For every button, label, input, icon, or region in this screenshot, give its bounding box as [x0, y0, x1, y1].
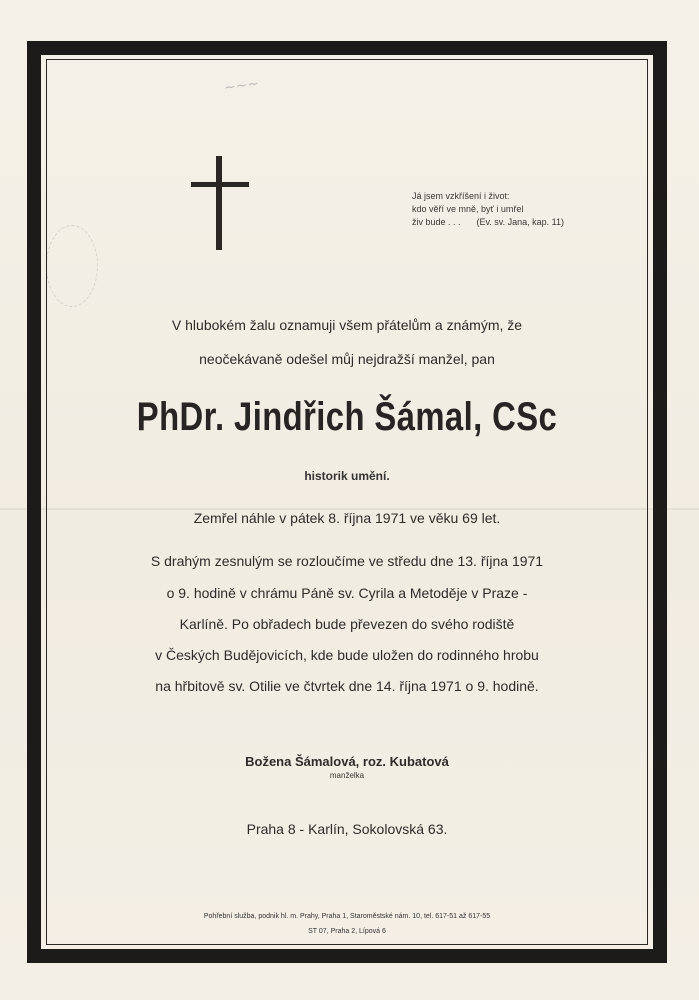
signature-relation: manželka: [329, 771, 365, 780]
family-address: Praha 8 - Karlín, Sokolovská 63.: [246, 821, 448, 837]
intro-line: V hlubokém žalu oznamuji všem přátelům a známým, že: [171, 317, 523, 333]
deceased-name: PhDr. Jindřich Šámal, CSc: [136, 395, 558, 439]
cross-icon: [191, 156, 249, 250]
ceremony-line: S drahým zesnulým se rozloučíme ve středu dne 13. října 1971: [150, 553, 544, 569]
ceremony-line: na hřbitově sv. Otilie ve čtvrtek dne 14. října 1971 o 9. hodině.: [155, 678, 539, 694]
bible-verse: [412, 190, 642, 229]
ceremony-line: Karlíně. Po obřadech bude převezen do svého rodiště: [179, 616, 515, 632]
death-notice: Zemřel náhle v pátek 8. října 1971 ve věku 69 let.: [193, 510, 501, 526]
verse-reference: (Ev. sv. Jana, kap. 11): [476, 217, 564, 227]
signature-name: Božena Šámalová, roz. Kubatová: [245, 754, 449, 769]
verse-line: Já jsem vzkříšení i život:: [412, 191, 510, 201]
ceremony-line: v Českých Budějovicích, kde bude uložen do rodinného hrobu: [155, 647, 539, 663]
footer-line: ST 07, Praha 2, Lípová 6: [308, 928, 386, 935]
ceremony-line: o 9. hodině v chrámu Páně sv. Cyrila a Metoděje v Praze -: [166, 585, 528, 601]
profession: historik umění.: [304, 469, 390, 483]
verse-line: živ bude . . .: [412, 217, 461, 227]
pencil-scribble: ~~~: [223, 75, 261, 97]
deceased-name-wrap: [46, 395, 648, 440]
verse-line: kdo věří ve mně, byť i umřel: [412, 204, 524, 214]
intro-line: neočekávaně odešel můj nejdražší manžel, pan: [199, 351, 495, 367]
footer-line: Pohřební služba, podnik hl. m. Prahy, Praha 1, Staroměstské nám. 10, tel. 617-51 až 617-55: [203, 913, 491, 920]
